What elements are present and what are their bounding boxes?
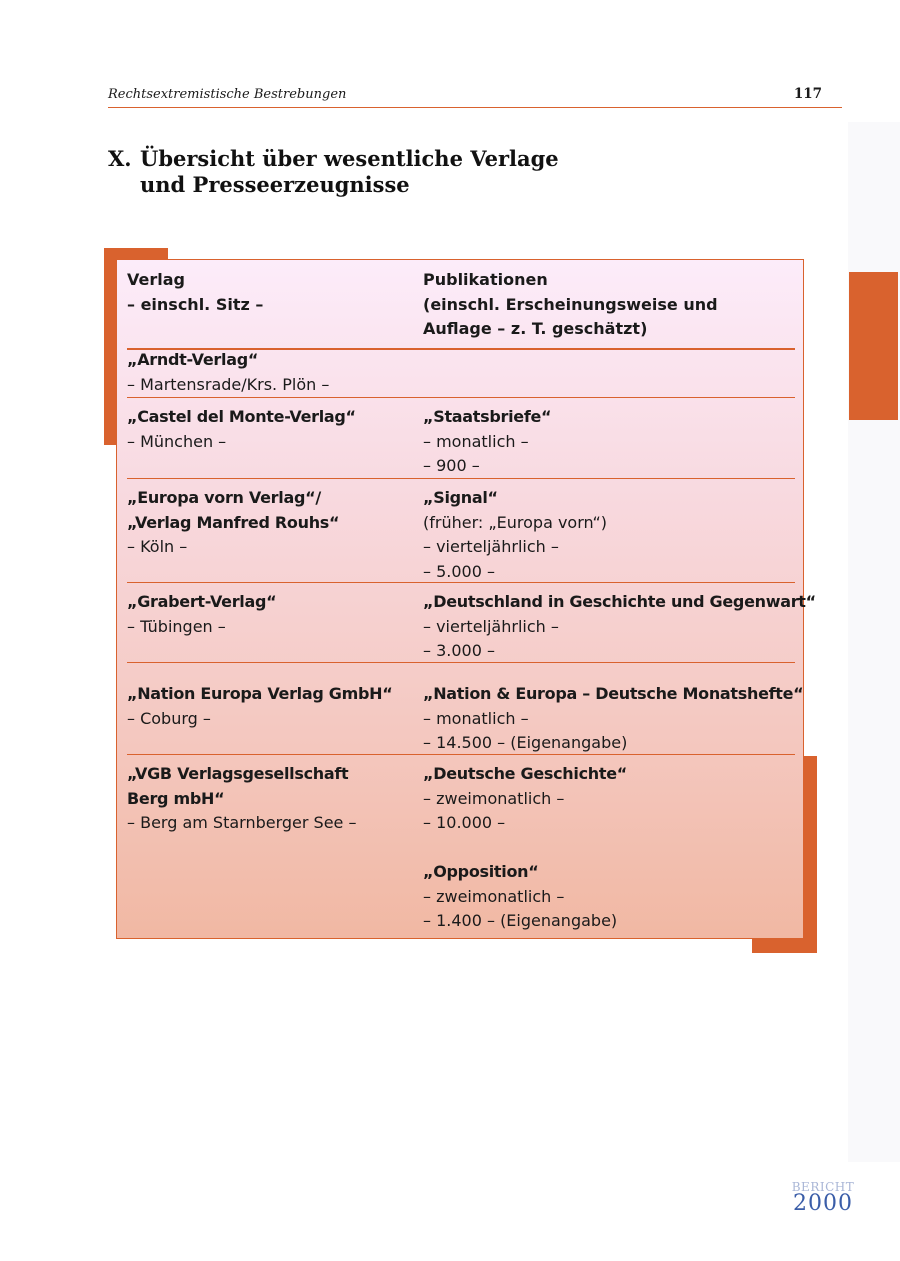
chapter-heading	[108, 146, 559, 198]
publisher-cell	[127, 405, 417, 454]
publisher-name: „Arndt-Verlag“	[127, 350, 259, 369]
publisher-name: Berg mbH“	[127, 788, 225, 808]
publisher-name: „Nation Europa Verlag GmbH“	[127, 684, 393, 703]
header-text: Verlag	[127, 270, 185, 289]
publication-detail: – 5.000 –	[423, 561, 495, 581]
spacer	[423, 836, 803, 861]
running-head-title: Rechtsextremistische Bestrebungen	[108, 87, 347, 102]
publisher-name: „VGB Verlagsgesellschaft	[127, 764, 349, 783]
header-text: Publikationen	[423, 270, 548, 289]
publisher-cell	[127, 348, 417, 397]
publisher-name: „Grabert-Verlag“	[127, 592, 277, 611]
publisher-location: – Tübingen –	[127, 616, 226, 636]
table-row	[127, 348, 795, 398]
chapter-title-line2: und Presseerzeugnisse	[140, 172, 410, 197]
publication-title: „Staatsbriefe“	[423, 407, 552, 426]
table-row	[127, 590, 816, 663]
chapter-thumb-tab	[849, 272, 898, 420]
publication-detail: – monatlich –	[423, 431, 529, 451]
table-row	[127, 762, 795, 932]
publication-detail: – zweimonatlich –	[423, 788, 565, 808]
header-text: – einschl. Sitz –	[127, 294, 264, 314]
table-row	[127, 405, 795, 479]
publication-detail: – 3.000 –	[423, 641, 495, 660]
publisher-cell	[127, 590, 417, 639]
chapter-number: X.	[108, 146, 132, 171]
header-col-publisher	[127, 268, 263, 317]
publications-cell	[423, 590, 816, 664]
publication-detail: – zweimonatlich –	[423, 886, 565, 906]
publications-cell	[423, 682, 803, 756]
logo-text-year: 2000	[793, 1191, 853, 1216]
publication-title: „Deutsche Geschichte“	[423, 764, 627, 783]
chapter-title-line1: Übersicht über wesentliche Verlage	[140, 146, 559, 171]
publication-detail: (früher: „Europa vorn“)	[423, 512, 608, 532]
publications-cell	[423, 762, 803, 934]
publication-detail: – 1.400 – (Eigenangabe)	[423, 911, 618, 930]
publisher-cell	[127, 762, 417, 836]
publication-title: „Deutschland in Geschichte und Gegenwart“	[423, 592, 816, 611]
publisher-cell	[127, 682, 417, 731]
page-number: 117	[793, 86, 822, 102]
publisher-location: – Martensrade/Krs. Plön –	[127, 374, 330, 394]
publisher-location: – München –	[127, 431, 227, 451]
publication-detail: – 900 –	[423, 456, 480, 475]
publications-cell	[423, 486, 803, 584]
publisher-location: – Köln –	[127, 537, 188, 556]
header-col-publications	[423, 268, 718, 342]
report-logo	[788, 1181, 858, 1215]
publication-title: „Nation & Europa – Deutsche Monatshefte“	[423, 684, 804, 703]
publisher-cell	[127, 486, 417, 560]
header-text: (einschl. Erscheinungsweise und	[423, 294, 718, 314]
publisher-name: „Europa vorn Verlag“/	[127, 488, 321, 507]
publication-detail: – vierteljährlich –	[423, 537, 559, 556]
publication-detail: – 14.500 – (Eigenangabe)	[423, 733, 628, 752]
publisher-location: – Coburg –	[127, 708, 211, 728]
publication-detail: – monatlich –	[423, 708, 529, 728]
publications-cell	[423, 405, 803, 479]
header-text: Auflage – z. T. geschätzt)	[423, 319, 648, 338]
table-header	[127, 268, 795, 350]
publisher-location: – Berg am Starnberger See –	[127, 813, 357, 832]
publisher-name: „Verlag Manfred Rouhs“	[127, 512, 340, 532]
publication-title: „Opposition“	[423, 862, 539, 881]
table-row	[127, 682, 804, 755]
logo-text-bericht: BERICHT	[791, 1180, 855, 1194]
publishers-table	[116, 259, 816, 939]
publication-detail: – 10.000 –	[423, 813, 506, 832]
publisher-name: „Castel del Monte-Verlag“	[127, 407, 356, 426]
publication-detail: – vierteljährlich –	[423, 616, 559, 636]
running-head	[108, 86, 842, 108]
publication-title: „Signal“	[423, 488, 498, 507]
table-row	[127, 486, 795, 583]
